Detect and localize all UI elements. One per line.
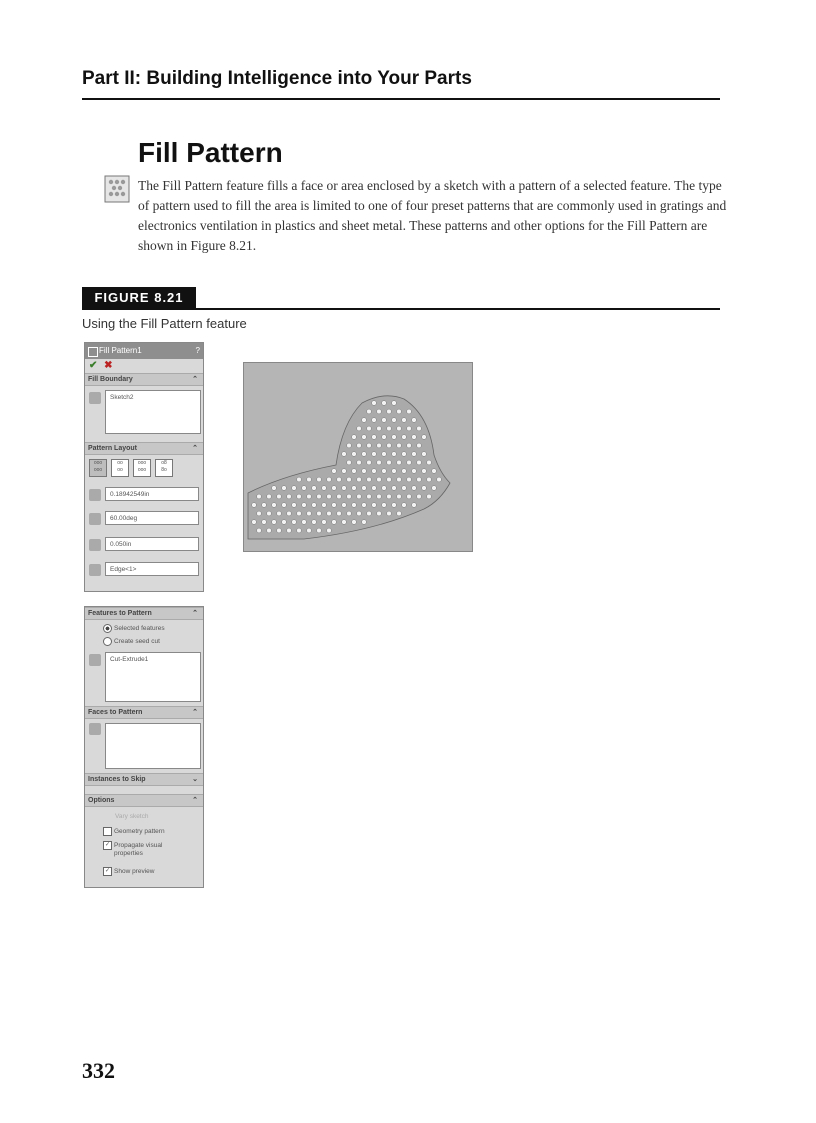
hole <box>422 452 427 457</box>
hole <box>342 469 347 474</box>
property-manager-title: Fill Pattern1 <box>99 346 142 355</box>
geometry-pattern-label: Geometry pattern <box>114 828 165 836</box>
fill-pattern-options-panel <box>84 606 204 888</box>
hole <box>362 503 367 508</box>
pattern-layout-label: Pattern Layout <box>88 445 138 452</box>
hole <box>347 494 352 499</box>
hole <box>332 503 337 508</box>
hole <box>387 426 392 431</box>
collapse-chevron-icon[interactable]: ⌃ <box>192 445 198 452</box>
hole <box>312 486 317 491</box>
hole <box>277 511 282 516</box>
hole <box>307 528 312 533</box>
create-seed-cut-option[interactable] <box>103 637 160 646</box>
spacing-field[interactable]: 0.18942549in <box>105 487 199 501</box>
circular-layout-button[interactable]: oo oo <box>111 459 129 477</box>
hole <box>352 469 357 474</box>
hole <box>282 486 287 491</box>
hole <box>292 520 297 525</box>
hole <box>437 477 442 482</box>
hole <box>322 503 327 508</box>
hole <box>307 511 312 516</box>
hole <box>427 477 432 482</box>
hole <box>412 486 417 491</box>
hole <box>272 486 277 491</box>
hole <box>402 469 407 474</box>
page-number: 332 <box>82 1058 115 1083</box>
hole <box>322 486 327 491</box>
faces-to-pattern-group-header[interactable] <box>85 706 203 719</box>
selected-features-label: Selected features <box>114 625 165 633</box>
hole <box>417 426 422 431</box>
hole <box>257 494 262 499</box>
hole <box>377 511 382 516</box>
hole <box>342 452 347 457</box>
vary-sketch-label: Vary sketch <box>115 813 149 820</box>
hole <box>267 494 272 499</box>
collapse-chevron-icon[interactable]: ⌃ <box>192 797 198 804</box>
hole <box>402 452 407 457</box>
hole <box>367 460 372 465</box>
hole <box>352 486 357 491</box>
hole <box>377 494 382 499</box>
hole <box>357 494 362 499</box>
hole <box>382 401 387 406</box>
hole <box>362 520 367 525</box>
cancel-button[interactable]: ✖ <box>104 360 113 371</box>
graphics-viewport[interactable] <box>243 362 473 552</box>
hole <box>332 469 337 474</box>
features-to-pattern-label: Features to Pattern <box>88 610 152 617</box>
geometry-pattern-option[interactable] <box>103 827 165 836</box>
collapse-chevron-icon[interactable]: ⌃ <box>192 709 198 716</box>
selected-features-radio[interactable] <box>103 624 112 633</box>
hole <box>337 511 342 516</box>
hole <box>387 443 392 448</box>
hole <box>407 477 412 482</box>
hole <box>252 520 257 525</box>
hole <box>317 528 322 533</box>
hole <box>412 469 417 474</box>
create-seed-cut-label: Create seed cut <box>114 638 160 646</box>
hole <box>392 435 397 440</box>
pattern-layout-group-header[interactable] <box>85 442 203 455</box>
options-label: Options <box>88 797 115 804</box>
hole <box>327 494 332 499</box>
options-group-header[interactable] <box>85 794 203 807</box>
fill-pattern-small-icon <box>88 347 98 357</box>
selection-icon <box>89 392 101 404</box>
propagate-visual-label: Propagate visual <box>114 842 163 850</box>
hole <box>367 426 372 431</box>
section-body: The Fill Pattern feature fills a face or area enclosed by a sketch with a pattern of a selected feature. The type of pattern used to fill the area is limited to one of four preset patterns that are commonly used in gratings and electronics ventilation in plastics and sheet metal. These patterns and other options for the Fill Pattern are shown in Figure 8.21. <box>138 178 727 253</box>
hole <box>332 520 337 525</box>
hole <box>367 477 372 482</box>
margin-field[interactable]: 0.050in <box>105 537 199 551</box>
hole <box>367 443 372 448</box>
hole <box>312 520 317 525</box>
hole <box>422 469 427 474</box>
fill-pattern-icon <box>104 175 130 203</box>
collapse-chevron-icon[interactable]: ⌃ <box>192 610 198 617</box>
hole <box>362 469 367 474</box>
hole <box>282 520 287 525</box>
hole <box>267 528 272 533</box>
help-button[interactable]: ? <box>195 346 200 355</box>
hole <box>357 460 362 465</box>
hole <box>297 477 302 482</box>
hole <box>412 435 417 440</box>
features-to-pattern-group-header[interactable] <box>85 607 203 620</box>
hole <box>372 418 377 423</box>
hole <box>292 486 297 491</box>
hole <box>432 469 437 474</box>
hole <box>367 494 372 499</box>
hole <box>307 494 312 499</box>
direction-field[interactable]: Edge<1> <box>105 562 199 576</box>
hole <box>257 511 262 516</box>
header-rule <box>82 98 720 100</box>
hole <box>377 426 382 431</box>
hole <box>402 418 407 423</box>
hole <box>417 460 422 465</box>
hole <box>272 520 277 525</box>
hole <box>357 426 362 431</box>
hole <box>377 443 382 448</box>
hole <box>427 460 432 465</box>
features-icon <box>89 654 101 666</box>
fill-boundary-value: Sketch2 <box>110 394 134 401</box>
instances-to-skip-group-header[interactable] <box>85 773 203 786</box>
hole <box>297 494 302 499</box>
spacing-icon <box>89 489 101 501</box>
hole <box>372 486 377 491</box>
hole <box>327 528 332 533</box>
hole <box>352 520 357 525</box>
hole <box>307 477 312 482</box>
hole <box>317 477 322 482</box>
hole <box>397 443 402 448</box>
hole <box>392 486 397 491</box>
hole <box>427 494 432 499</box>
hole <box>287 494 292 499</box>
section-title: Fill Pattern <box>138 137 283 168</box>
hole <box>302 520 307 525</box>
hole <box>277 494 282 499</box>
hole <box>312 503 317 508</box>
hole <box>342 486 347 491</box>
expand-chevron-icon[interactable]: ⌄ <box>192 776 198 783</box>
hole <box>272 503 277 508</box>
hole <box>387 477 392 482</box>
hole <box>397 460 402 465</box>
hole <box>372 503 377 508</box>
hole <box>332 486 337 491</box>
hole <box>252 503 257 508</box>
options-body <box>85 807 203 891</box>
propagate-visual-checkbox[interactable]: ✓ <box>104 842 111 848</box>
features-to-pattern-body <box>85 620 203 706</box>
hole <box>387 409 392 414</box>
hole <box>347 511 352 516</box>
hole <box>422 435 427 440</box>
figure-label: FIGURE 8.21 <box>82 287 196 309</box>
hole <box>417 494 422 499</box>
hole <box>377 409 382 414</box>
hole <box>362 435 367 440</box>
collapse-chevron-icon[interactable]: ⌃ <box>192 376 198 383</box>
hole <box>297 511 302 516</box>
hole <box>377 460 382 465</box>
hole <box>402 503 407 508</box>
hole <box>367 409 372 414</box>
hole <box>317 494 322 499</box>
hole <box>327 477 332 482</box>
hole <box>257 528 262 533</box>
hole <box>407 460 412 465</box>
hole <box>317 511 322 516</box>
hole <box>397 494 402 499</box>
hole <box>357 443 362 448</box>
hole <box>402 486 407 491</box>
hole <box>392 452 397 457</box>
create-seed-cut-radio[interactable] <box>103 637 112 646</box>
hole <box>422 486 427 491</box>
hole <box>277 528 282 533</box>
hole <box>322 520 327 525</box>
hole <box>382 418 387 423</box>
hole <box>407 409 412 414</box>
running-header: Part II: Building Intelligence into Your Parts <box>82 68 472 89</box>
hole <box>412 418 417 423</box>
hole <box>407 494 412 499</box>
instances-spacer <box>85 786 203 794</box>
polygon-layout-button[interactable]: o8 8o <box>155 459 173 477</box>
hole <box>412 452 417 457</box>
ok-cancel-row <box>85 359 203 373</box>
hole <box>392 401 397 406</box>
face-icon <box>89 723 101 735</box>
figure-caption: Using the Fill Pattern feature <box>82 316 247 331</box>
faces-selection-box[interactable] <box>105 723 201 769</box>
faces-to-pattern-label: Faces to Pattern <box>88 709 143 716</box>
perforation-layout-button[interactable]: ooo ooo <box>89 459 107 477</box>
hole <box>392 503 397 508</box>
fill-boundary-label: Fill Boundary <box>88 376 133 383</box>
hole <box>432 486 437 491</box>
hole <box>342 520 347 525</box>
square-layout-button[interactable]: ooo ooo <box>133 459 151 477</box>
angle-field[interactable]: 60.00deg <box>105 511 199 525</box>
hole <box>412 503 417 508</box>
fill-boundary-group-header[interactable] <box>85 373 203 386</box>
features-selection-box[interactable] <box>105 652 201 702</box>
direction-icon <box>89 564 101 576</box>
hole <box>357 477 362 482</box>
hole <box>382 435 387 440</box>
property-manager-titlebar <box>85 343 203 359</box>
hole <box>397 409 402 414</box>
faces-to-pattern-body <box>85 719 203 773</box>
hole <box>292 503 297 508</box>
show-preview-option[interactable] <box>103 867 154 876</box>
hole <box>337 477 342 482</box>
hole <box>262 520 267 525</box>
geometry-pattern-checkbox[interactable] <box>103 827 112 836</box>
hole <box>262 503 267 508</box>
hole <box>392 418 397 423</box>
feature-list-item: Cut-Extrude1 <box>110 656 149 663</box>
hole <box>417 477 422 482</box>
hole <box>397 511 402 516</box>
hole <box>347 443 352 448</box>
hole <box>302 503 307 508</box>
show-preview-label: Show preview <box>114 868 155 876</box>
hole <box>387 460 392 465</box>
fill-boundary-selection-box[interactable] <box>105 390 201 434</box>
hole <box>347 460 352 465</box>
angle-icon <box>89 513 101 525</box>
hole <box>397 426 402 431</box>
pattern-layout-body <box>85 455 203 589</box>
show-preview-checkbox[interactable]: ✓ <box>104 868 111 874</box>
hole <box>352 503 357 508</box>
hole <box>377 477 382 482</box>
propagate-visual-label-line2: properties <box>114 850 143 857</box>
fill-pattern-property-manager <box>84 342 204 592</box>
hole <box>352 435 357 440</box>
propagate-visual-option[interactable] <box>103 841 162 850</box>
hole <box>337 494 342 499</box>
instances-to-skip-label: Instances to Skip <box>88 776 146 783</box>
hole <box>382 469 387 474</box>
hole <box>327 511 332 516</box>
margin-icon <box>89 539 101 551</box>
hole <box>407 426 412 431</box>
hole <box>357 511 362 516</box>
hole <box>392 469 397 474</box>
hole <box>362 452 367 457</box>
hole <box>267 511 272 516</box>
hole <box>372 401 377 406</box>
hole <box>347 477 352 482</box>
hole <box>287 528 292 533</box>
hole <box>372 452 377 457</box>
hole <box>282 503 287 508</box>
hole <box>417 443 422 448</box>
hole <box>407 443 412 448</box>
hole <box>362 418 367 423</box>
hole <box>297 528 302 533</box>
figure-rule <box>82 308 720 310</box>
fill-boundary-body <box>85 386 203 442</box>
vary-sketch-option <box>115 813 148 820</box>
hole <box>382 486 387 491</box>
hole <box>287 511 292 516</box>
hole <box>387 511 392 516</box>
hole <box>367 511 372 516</box>
ok-button[interactable]: ✔ <box>89 360 98 371</box>
hole <box>372 435 377 440</box>
hole <box>387 494 392 499</box>
hole <box>302 486 307 491</box>
hole <box>397 477 402 482</box>
hole <box>362 486 367 491</box>
hole <box>342 503 347 508</box>
hole <box>372 469 377 474</box>
selected-features-option[interactable] <box>103 624 165 633</box>
hole <box>352 452 357 457</box>
hole <box>382 503 387 508</box>
hole <box>382 452 387 457</box>
hole <box>402 435 407 440</box>
